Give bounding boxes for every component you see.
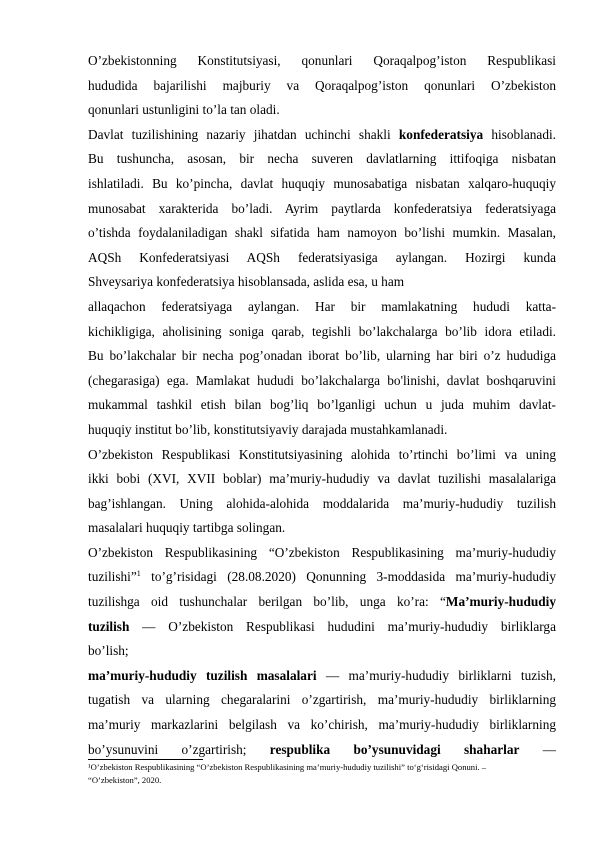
text-segment: to’g’risidagi (28.08.2020) Qonunning 3-moddasida ma’muriy-hududiy bbox=[140, 569, 556, 585]
text-segment: munosabat xarakterida bo’ladi. Ayrim paytlarda konfederatsiya federatsiyaga bbox=[88, 200, 556, 216]
text-line bbox=[88, 197, 556, 222]
text-line bbox=[88, 270, 556, 295]
bold-term: tuzilish bbox=[88, 618, 130, 634]
text-line bbox=[88, 221, 556, 246]
text-line bbox=[88, 443, 556, 468]
text-segment: tugatish va ularning chegaralarini o’zgartirish, ma’muriy-hududiy birliklarning bbox=[88, 692, 556, 708]
text-segment: O’zbekiston Respublikasi Konstitutsiyasining alohida to’rtinchi bo’limi va uning bbox=[88, 446, 556, 462]
bold-term: respublika bo’ysunuvidagi shaharlar bbox=[269, 741, 520, 757]
text-segment: ishlatiladi. Bu ko’pincha, davlat huquqiy munosabatiga nisbatan xalqaro-huquqiy bbox=[88, 175, 556, 191]
text-segment: — O’zbekiston Respublikasi hududini ma’muriy-hududiy birliklarga bbox=[129, 618, 556, 634]
footnote-line: ¹O’zbekiston Respublikasining “O’zbekiston Respublikasining ma’muriy-hududiy tuzilishi” to‘g‘risidagi Qonuni. – bbox=[88, 762, 487, 772]
bold-term: Ma’muriy-hududiy bbox=[445, 594, 556, 610]
footnote-line: “O’zbekiston”, 2020. bbox=[88, 774, 162, 785]
text-segment: (chegarasiga) ega. Mamlakat hududi bo’lakchalarga bo'linishi, davlat boshqaruvini bbox=[88, 372, 556, 388]
text-line bbox=[88, 516, 556, 541]
text-line bbox=[88, 123, 556, 148]
text-segment: kichikligiga, aholisining soniga qarab, tegishli bo’lakchalarga bo’lib idora etiladi. bbox=[88, 323, 556, 339]
text-segment: Bu bo’lakchalar bir necha pog’onadan iborat bo’lib, ularning har biri o’z hududiga bbox=[88, 348, 556, 364]
text-line bbox=[88, 688, 556, 713]
text-line bbox=[88, 590, 556, 615]
text-line bbox=[88, 492, 556, 517]
text-segment: qonunlari ustunligini to’la tan oladi. bbox=[88, 102, 280, 118]
text-segment: bo’ysunuvini o’zgartirish; bbox=[88, 741, 270, 757]
text-line bbox=[88, 418, 556, 443]
bold-term: ma’muriy-hududiy tuzilish masalalari bbox=[88, 667, 317, 683]
text-segment: mukammal tashkil etish bilan bog’liq bo’lganligi uchun u juda muhim davlat- bbox=[88, 397, 556, 413]
text-segment: ma’muriy markazlarini belgilash va ko’chirish, ma’muriy-hududiy birliklarning bbox=[88, 717, 556, 733]
text-segment: — bbox=[519, 741, 556, 757]
text-segment: ikki bobi (XVI, XVII boblar) ma’muriy-hududiy va davlat tuzilishi masalalariga bbox=[88, 471, 556, 487]
text-segment: O’zbekiston Respublikasining “O’zbekiston Respublikasining ma’muriy-hududiy bbox=[88, 544, 556, 560]
text-line bbox=[88, 565, 556, 590]
text-segment: O’zbekistonning Konstitutsiyasi, qonunlari Qoraqalpog’iston Respublikasi bbox=[88, 53, 556, 68]
text-segment: AQSh Konfederatsiyasi AQSh federatsiyasiga aylangan. Hozirgi kunda bbox=[88, 249, 556, 265]
text-line bbox=[88, 246, 556, 271]
text-line bbox=[88, 467, 556, 492]
text-line bbox=[88, 541, 556, 566]
text-segment: Bu tushuncha, asosan, bir necha suveren davlatlarning ittifoqiga nisbatan bbox=[88, 151, 556, 167]
text-segment: masalalari huquqiy tartibga solingan. bbox=[88, 520, 286, 536]
text-segment: tuzilishi” bbox=[88, 569, 137, 585]
text-segment: Davlat tuzilishining nazariy jihatdan uchinchi shakli bbox=[88, 126, 399, 142]
text-segment: bo’lish; bbox=[88, 643, 129, 659]
text-line bbox=[88, 74, 556, 99]
text-line bbox=[88, 393, 556, 418]
text-segment: — ma’muriy-hududiy birliklarni tuzish, bbox=[316, 667, 556, 683]
text-segment: hududida bajarilishi majburiy va Qoraqalpog’iston qonunlari O’zbekiston bbox=[88, 77, 556, 93]
text-line bbox=[88, 369, 556, 394]
text-segment: hisoblanadi. bbox=[483, 126, 556, 142]
text-line bbox=[88, 615, 556, 640]
text-line bbox=[88, 98, 556, 123]
text-segment: o’tishda foydalaniladigan shakl sifatida ham namoyon bo’lishi mumkin. Masalan, bbox=[88, 225, 556, 241]
text-line bbox=[88, 172, 556, 197]
footnote-separator bbox=[88, 759, 203, 760]
text-segment: bag’ishlangan. Uning alohida-alohida moddalarida ma’muriy-hududiy tuzilish bbox=[88, 495, 556, 511]
document-body bbox=[88, 49, 556, 762]
bold-term: konfederatsiya bbox=[398, 126, 484, 142]
text-line bbox=[88, 320, 556, 345]
text-segment: huquqiy institut bo’lib, konstitutsiyaviy darajada mustahkamlanadi. bbox=[88, 421, 448, 437]
footnote-ref: 1 bbox=[136, 569, 141, 579]
text-line bbox=[88, 147, 556, 172]
text-segment: allaqachon federatsiyaga aylangan. Har bir mamlakatning hududi katta- bbox=[88, 298, 556, 314]
text-line bbox=[88, 664, 556, 689]
text-segment: Shveysariya konfederatsiya hisoblansada, aslida esa, u ham bbox=[88, 274, 405, 290]
footnote bbox=[88, 761, 558, 787]
text-line bbox=[88, 49, 556, 74]
text-line bbox=[88, 295, 556, 320]
text-segment: tuzilishga oid tushunchalar berilgan bo’lib, unga ko’ra: “ bbox=[88, 594, 446, 610]
text-line bbox=[88, 639, 556, 664]
text-line bbox=[88, 713, 556, 738]
text-line bbox=[88, 344, 556, 369]
